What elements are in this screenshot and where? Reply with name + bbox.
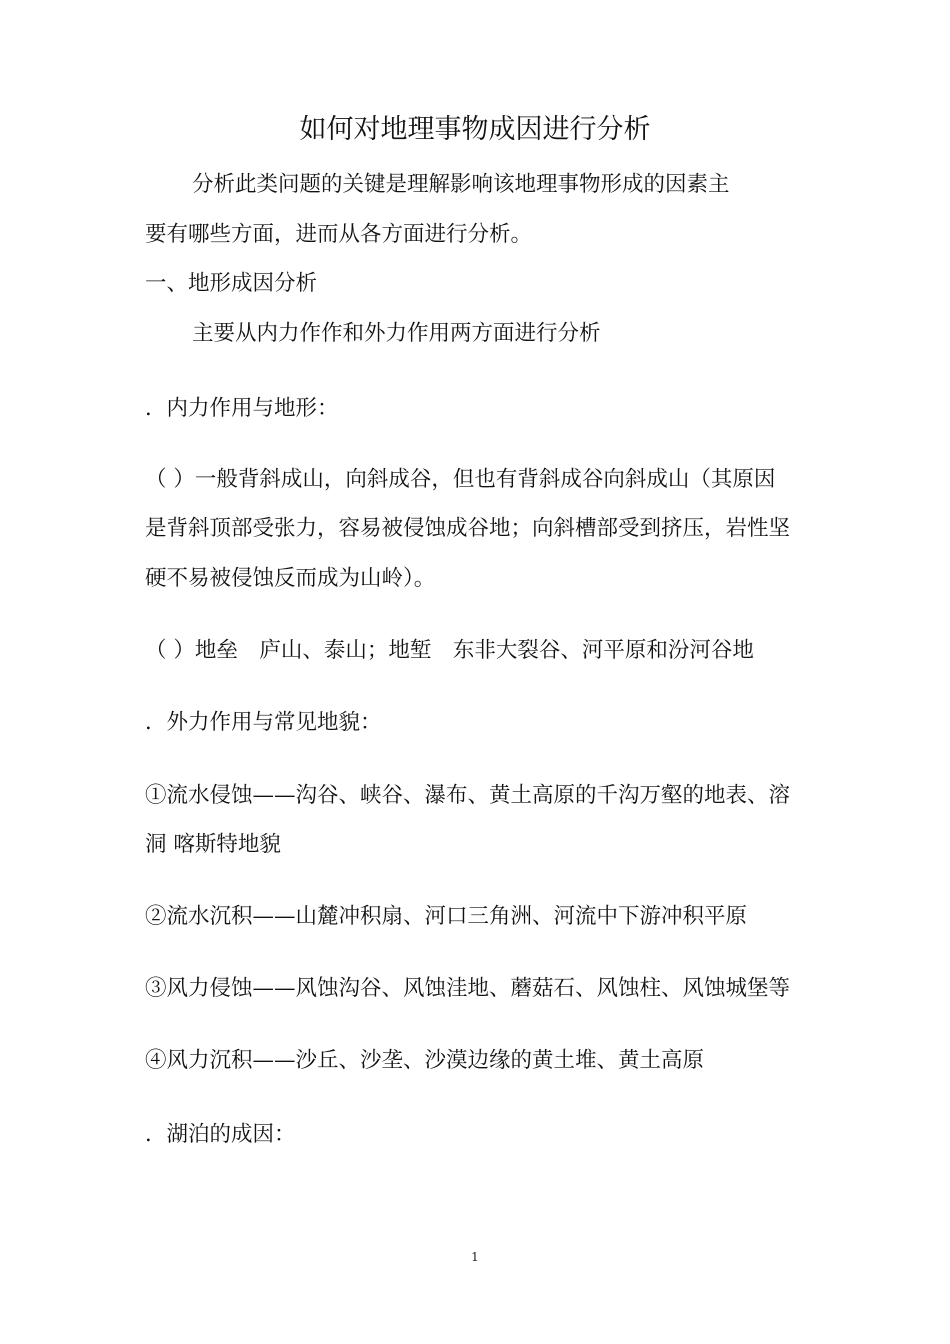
item1-p1-line-1: （ ）一般背斜成山，向斜成谷，但也有背斜成谷向斜成山（其原因 — [145, 467, 776, 492]
section1-summary: 主要从内力作作和外力作用两方面进行分析 — [192, 321, 601, 346]
item2-b: ②流水沉积——山麓冲积扇、河口三角洲、河流中下游冲积平原 — [145, 904, 748, 929]
item2-d: ④风力沉积——沙丘、沙垄、沙漠边缘的黄土堆、黄土高原 — [145, 1048, 705, 1073]
item1-heading: ．内力作用与地形： — [145, 396, 339, 421]
section1-heading: 一、地形成因分析 — [145, 271, 318, 296]
item2-c: ③风力侵蚀——风蚀沟谷、风蚀洼地、蘑菇石、风蚀柱、风蚀城堡等 — [145, 976, 791, 1001]
intro-line-2: 要有哪些方面，进而从各方面进行分析。 — [145, 222, 533, 247]
item2-a-line-2: 洞 喀斯特地貌 — [145, 832, 281, 857]
intro-line-1: 分析此类问题的关键是理解影响该地理事物形成的因素主 — [192, 172, 730, 197]
item3-heading: ．湖泊的成因： — [145, 1122, 296, 1147]
item2-a-line-1: ①流水侵蚀——沟谷、峡谷、瀑布、黄土高原的千沟万壑的地表、溶 — [145, 783, 791, 808]
page-number: 1 — [471, 1250, 479, 1264]
item1-p2: （ ）地垒 庐山、泰山；地堑 东非大裂谷、河平原和汾河谷地 — [145, 638, 754, 663]
item1-p1-line-3: 硬不易被侵蚀反而成为山岭）。 — [145, 566, 436, 591]
document-title: 如何对地理事物成因进行分析 — [299, 114, 651, 145]
item1-p1-line-2: 是背斜顶部受张力，容易被侵蚀成谷地；向斜槽部受到挤压，岩性坚 — [145, 516, 791, 541]
item2-heading: ．外力作用与常见地貌： — [145, 710, 382, 735]
